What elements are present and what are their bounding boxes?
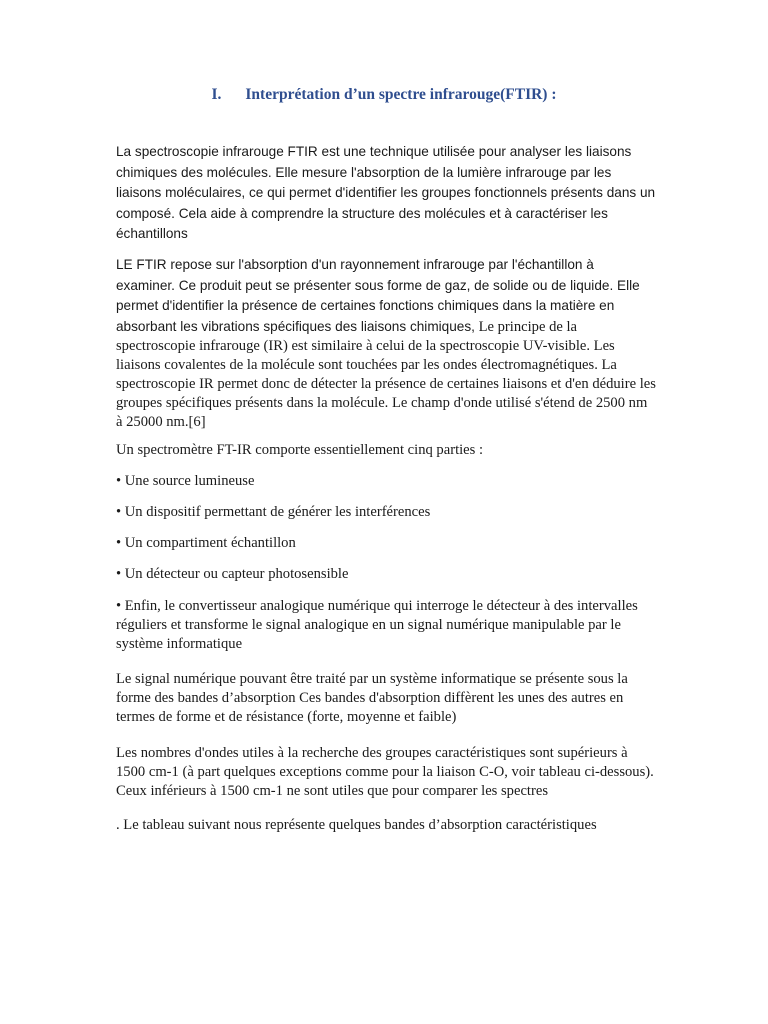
bullet-item: • Une source lumineuse — [116, 473, 255, 489]
wavenumbers-paragraph: Les nombres d'ondes utiles à la recherche des groupes caractéristiques sont supérieurs à 1500 cm-1 (à part quelques exceptions comme pour la liaison C-O, voir tableau ci-dessous). Ceux inférieurs à 1500 cm-1 ne sont utiles que pour comparer les spectres — [116, 745, 654, 799]
intro-paragraph: La spectroscopie infrarouge FTIR est une technique utilisée pour analyser les liaisons chimiques des molécules. Elle mesure l'absorption de la lumière infrarouge par les liaisons moléculaires, ce qui permet d'identifier les groupes fonctionnels présents dans un composé. Cela aide à comprendre la structure des molécules et à caractériser les échantillons — [116, 144, 656, 241]
bullet-item: • Un dispositif permettant de générer les interférences — [116, 504, 431, 520]
principle-paragraph — [116, 255, 656, 432]
bullet-item: • Un compartiment échantillon — [116, 535, 296, 551]
parts-intro: Un spectromètre FT-IR comporte essentiellement cinq parties : — [116, 442, 484, 458]
table-intro: . Le tableau suivant nous représente quelques bandes d’absorption caractéristiques — [116, 817, 597, 833]
section-heading — [0, 86, 768, 104]
principle-text-sans: LE FTIR repose sur l'absorption d'un rayonnement infrarouge par l'échantillon à examiner. Ce produit peut se présenter sous forme de gaz, de solide ou de liquide. Elle permet d'identifier la présence de certaines fonctions chimiques dans la matière en absorbant les vibrations spécifiques des liaisons chimiques, — [116, 257, 640, 334]
section-number: I. — [211, 86, 222, 103]
signal-paragraph: Le signal numérique pouvant être traité par un système informatique se présente sous la forme des bandes d’absorption Ces bandes d'absorption diffèrent les unes des autres en termes de forme et de résistance (forte, moyenne et faible) — [116, 671, 628, 725]
section-title: Interprétation d’un spectre infrarouge(FTIR) : — [245, 86, 557, 103]
bullet-item: • Enfin, le convertisseur analogique numérique qui interroge le détecteur à des intervalles réguliers et transforme le signal analogique en un signal numérique manipulable par le système informatique — [116, 598, 638, 652]
bullet-item: • Un détecteur ou capteur photosensible — [116, 566, 349, 582]
principle-text-serif: Le principe de la spectroscopie infrarouge (IR) est similaire à celui de la spectroscopie UV-visible. Les liaisons covalentes de la molécule sont touchées par les ondes électromagnétiques. La spectroscopie IR permet donc de détecter la présence de certaines liaisons et d'en déduire les groupes spécifiques présents dans la molécule. Le champ d'onde utilisé s'étend de 2500 nm à 25000 nm.[6] — [116, 318, 656, 430]
